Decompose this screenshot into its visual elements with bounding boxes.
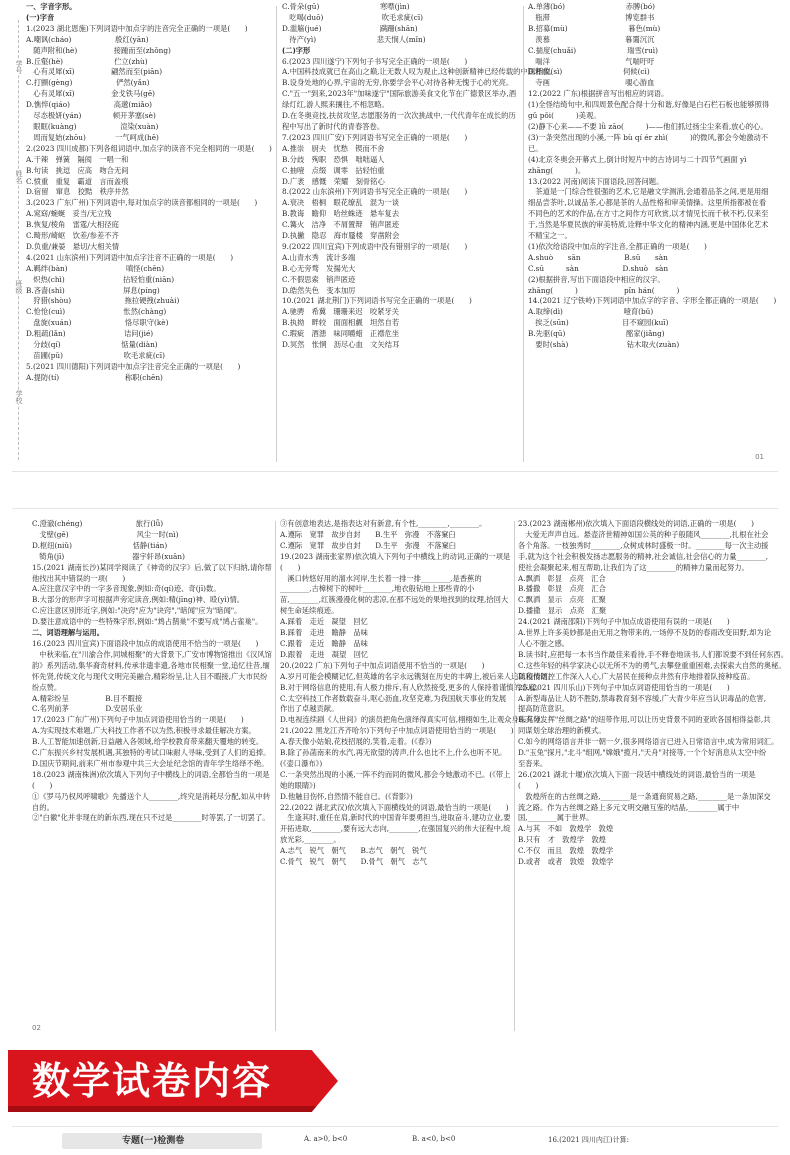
question-line: D.滥觞(jué) 蹒跚(shān) (282, 23, 418, 33)
question-line: 尽态极妍(yán) 顿开茅塞(sè) (26, 111, 156, 121)
question-line: A.踩着 走近 凝望 回忆 (280, 617, 368, 627)
question-line: 狩猎(shòu) 拖拉硬拽(zhuài) (26, 296, 180, 306)
question-line: D.或者 或者 敦煌 敦煌学 (518, 857, 614, 867)
question-line: B.大部分的形声字可根据声旁定读音,例如:精(jīng)神、殴(yì)情。 (32, 595, 245, 605)
question-line: A.与其 不如 敦煌学 敦煌 (518, 824, 614, 834)
question-line: A.新型毒品让人防不胜防,禁毒教育刻不容缓,广大青少年应当认识毒品的危害,提高防范意识。 (518, 693, 767, 714)
banner-title: 数学试卷内容 (32, 1059, 273, 1103)
section-heading: (二)字形 (282, 45, 311, 55)
question-line: 眼眶(kuàng) 渲染(xuàn) (26, 121, 159, 131)
question-line: 17.(2023 广东广州)下列句子中加点词语使用恰当的一项是( ) (32, 715, 244, 725)
question-line: C.跟着 走近 瞻静 品味 (280, 638, 368, 648)
question-line: C.一条突然出现的小溪,一阵不约而同的微风,都会今她激动不已。(《带上她的眼睛》) (280, 769, 511, 790)
question-line: C.抽噎 点缀 调零 拈轻怕重 (282, 165, 385, 175)
question-line: A.羁绊(bàn) 嗔怪(chēn) (26, 263, 165, 273)
binding-margin (12, 20, 26, 460)
question-line: 13.(2022 河南)阅读下面语段,回答问题。 (528, 176, 664, 186)
question-line: B.分歧 殉职 恐惧 咄咄逼人 (282, 154, 385, 164)
question-line: B.丘壑(hè) 伫立(zhù) (26, 56, 148, 66)
question-line: C."五一"到来,2023年"加味遂宁"国际旅游美食文化节在广德景区举办,酒绿灯红,游人熙来攘往,不相忽略。 (282, 89, 516, 110)
question-line: 22.(2022 湖北武汉)依次填入下面横线处的词语,最恰当的一项是( ) (280, 802, 509, 812)
question-line: ③有创意地表达,是指表达对有新意,有个性,________,________。 (280, 519, 487, 528)
section-heading: (一)字音 (26, 12, 55, 22)
column-divider (275, 521, 276, 1031)
question-line: 吃喝(duō) 吹毛求疵(cī) (282, 12, 424, 22)
question-line: B.吝啬(shì) 屏息(píng) (26, 285, 160, 295)
question-line: (2)静下心来——不要 lǜ zāo( )——他们抓过扬尘尘来看,放心的心。 (528, 121, 768, 131)
question-line: C.澄澈(chéng) 旅行(lǚ) (32, 519, 164, 528)
question-line: D.冥然 怅惘 沥尽心血 文矢结耳 (282, 340, 400, 350)
question-line: A.为实现技术难题,广大科技工作者不以为然,积极寻求最佳解决方案。 (32, 726, 256, 736)
question-line: A.岁月可能会模糊记忆,但英雄的名字永远镌刻在历史的丰碑上,被后来人追随和传颂。 (280, 671, 555, 681)
question-line: D."玉兔"探月,"北斗"组网,"嫦娥"揽月,"天舟"对接等,一个个好消息从太空中纷至沓来。 (518, 748, 767, 768)
question-line: A.窕窈/蜿蜒 妥当/无立残 (26, 209, 112, 219)
question-line: C.瑕疵 酒漶 味同嚼蜡 正襟危坐 (282, 329, 400, 339)
question-line: C.畸形/崎岖 饮差/参差不齐 (26, 231, 119, 241)
question-line: A.遵际 宽罪 故步自封 B.生平 弥漫 不落窠臼 (280, 529, 456, 539)
question-line: C.如今的网络语言并非一朝一夕,很多网络语言已进入日常语言中,成为常用词汇。 (518, 737, 779, 747)
question-line: B.先驱(qū) 酩家(jiǎng) (528, 329, 665, 339)
next-page-preview (12, 1126, 778, 1155)
question-line: D.皓然失色 变本加厉 (282, 285, 356, 295)
question-line: 24.(2021 湖南邵阳)下列句子中加点成语使用有误的一项是( ) (518, 617, 730, 627)
question-line: 溪口转悠好用的溜水河岸,生长着一排一排________,是香蕉的________,古樟树下的树叶________,地衣般钻地上那些青的小苗,________,红簇漫漫化树的悲凉,在那不远处的果地找到的纹理,拾回大树生命延续痕迹。 (280, 573, 509, 616)
question-line: D.他触目伤怀,自然情不能自已。(《背影》) (280, 791, 413, 801)
question-line: C.骨气 锐气 朝气 D.骨气 朝气 志气 (280, 857, 427, 867)
question-line: 心有灵犀(xī) 金戈铁马(gē) (26, 89, 155, 99)
question-line: 盘旋(xuán) 恪尽职守(kè) (26, 318, 169, 328)
question-line: D.相似(sì) 伺候(cì) (528, 67, 650, 77)
question-line: D.在冬奥竞技,扶贫攻坚,志愿服务的一次次挑战中,一代代青年在成长的历程中写出了新时代的青春答卷。 (282, 111, 516, 131)
question-line: 12.(2022 广东)根据拼音写出相应的词语。 (528, 89, 669, 99)
question-line: zhāng( ) pǐn hán( ) (528, 285, 680, 295)
question-line: A.干辣 弹簧 隔阂 一唱一和 (26, 154, 129, 164)
column-2 (280, 519, 555, 868)
binding-label: 姓名 (15, 170, 23, 184)
question-line: D.枢纽(niǔ) 恬静(tián) (32, 540, 168, 550)
question-line: A.飘洒 彰显 点亮 汇合 (518, 573, 606, 583)
question-line: B.执拗 畔较 面面相觑 坦然自若 (282, 318, 400, 328)
question-line: C.广东振兴乡村发展机遇,其独特的考试口味耐人寻味,受到了人们的追捧。 (32, 748, 271, 758)
question-line: C.怆怆(cuì) 怅然(chàng) (26, 307, 167, 317)
question-line: D.宿留 窜息 狡黠 秩序井然 (26, 187, 129, 197)
section-tab: 专题(一)检测卷 (62, 1133, 262, 1149)
section-heading: 一、字音字形。 (26, 2, 77, 11)
column-1 (26, 2, 272, 384)
question-line: D.广袤 感慨 荣耀 刻骨铭心 (282, 176, 385, 186)
column-3 (518, 519, 789, 868)
question-line: 喘洋 气喘吁吁 (528, 56, 655, 66)
question-line: B.句读 挑逗 应高 吻合无间 (26, 165, 129, 175)
question-16: 16.(2021 四川内江)计算: (548, 1136, 629, 1144)
page-number: 01 (755, 453, 764, 462)
column-2 (282, 2, 557, 351)
question-line: 周而复始(zhōu) 一气呵成(hē) (26, 132, 159, 142)
section-banner (0, 1050, 790, 1112)
question-line: 1.(2023 湖北恩施)下列词语中加点字的注音完全正确的一项是( ) (26, 23, 248, 33)
question-line: 心有灵犀(xī) 翩然而至(piān) (26, 67, 163, 77)
question-line: C.sū sàn D.shuò sàn (528, 263, 669, 273)
question-line: C.不仅 而且 敦煌 敦煌学 (518, 846, 614, 856)
question-line: 4.(2021 山东滨州)下列词语中加点字注音不正确的一项是( ) (26, 252, 234, 262)
question-line: D.跟着 走进 凝望 回忆 (280, 649, 369, 659)
question-line: 15.(2021 湖南长沙)某同学阅读了《神奇的汉字》后,做了以下归纳,请你帮他找出其中错误的一项( ) (32, 562, 272, 583)
question-line: 要时(shà) 钻木取火(zuàn) (528, 340, 680, 350)
question-line: A.精彩纷呈 B.目不暇接 (32, 693, 143, 703)
question-line: 戈壁(gē) 风尘一时(nì) (32, 529, 179, 539)
question-line: 分歧(qí) 惦量(diàn) (26, 340, 158, 350)
exam-page-1 (12, 0, 778, 472)
question-line: C.骨朵(gū) 寒噤(jìn) (282, 2, 410, 11)
question-line: B.招募(mù) 暮色(mù) (528, 23, 661, 33)
question-line: A.提防(tí) 称职(chēn) (26, 372, 163, 382)
question-line: 中秋来临,在"川渝合作,同城相聚"的大背景下,广安市博物馆推出《汉风馆韵》系列活动,集华裔奇材料,传承非遗非遗,各地市民相聚一堂,追忆往昔,缅怀先贤,传统文化与现代文明完美融合,精彩纷呈,让人目不暇接,广大市民纷纷点赞。 (32, 649, 272, 692)
question-line: 茶道是一门综合性很强的艺术,它是融文学测消,会通着品茶之间,更是用细细品尝茶叶,以诚品茶,心都是茶的人品性格和审美情操。这里所指都被在看不同色的艺术的作品,在方寸之间作方可欣赏,以才情见长而千秋不朽,仅来至于,当然是华夏民族的审美特质,诠释中华文化的精神内涵,更是中国体化艺术不精宝之一。 (528, 187, 769, 241)
question-line: D.负重/兼晏 悬切/大相关情 (26, 241, 120, 251)
question-line: C.揣度(chuǎi) 瑞雪(ruì) (528, 45, 658, 55)
column-divider (514, 521, 515, 1031)
column-3 (528, 2, 777, 351)
question-line: 8.(2022 山东滨州)下列词语书写完全正确的一项是( ) (282, 187, 468, 197)
question-line: D.粗疏(lǎn) 诘问(jié) (26, 329, 154, 339)
question-line: 20.(2022 广东)下列句子中加点词语使用不恰当的一项是( ) (280, 660, 485, 670)
question-line: 10.(2021 湖北荆门)下列词语书写完全正确的一项是( ) (282, 296, 472, 306)
question-line: A.世界上许多美妙都是由无用之物带来的,一场停不及防的春雨改变田野,却为论人心不脏之感。 (518, 628, 772, 648)
question-line: B.除了孙菡南来的水汽,再无欲望的涛声,什么也比不上,什么也听不见。(《壶口瀑布》) (280, 748, 507, 768)
question-line: A.取缔(dì) 噎育(bǔ) (528, 307, 654, 317)
question-line: 大爱无声声自远。悬壶济世精神如国公英的种子般随风________,扎根在社会各个角落。一枝独秀时________,众树成林时盛极一时。________每一次主动援手,就为这个社会积极发扬志愿服务的精神,社会诚信,社会信心的力量________,使社会凝聚起来,相互帮助,让我们为了这________的精神力量而起努力。 (518, 529, 769, 572)
question-line: A.单薄(bó) 赤膊(bó) (528, 2, 655, 11)
question-line: 羡慕 暮霭沉沉 (528, 34, 655, 44)
question-line: 随声附和(hè) 接踵而至(zhǒng) (26, 45, 171, 55)
question-line: 9.(2022 四川宜宾)下列成语中没有错别字的一项是( ) (282, 241, 468, 251)
question-line: 寺画 覗心游血 (528, 78, 655, 88)
column-1 (32, 519, 272, 824)
question-line: A.山青水秀 流计多端 (282, 252, 356, 262)
question-line: A.中国科技成就已在高山之巅,让无数人叹为观止,这种创新精神已经传载的中国释放。 (282, 67, 557, 77)
question-line: C.名列前茅 D.安居乐业 (32, 704, 143, 714)
section-heading: 二、词语理解与运用。 (32, 628, 104, 638)
question-line: 苗圃(pǔ) 吹毛求疵(cī) (26, 351, 165, 360)
question-line: 23.(2023 湖南郴州)依次填入下面语段横线处的词语,正确的一项是( ) (518, 519, 754, 528)
column-divider (523, 6, 524, 462)
question-line: A.驰骋 希冀 珊珊来迟 咬紧牙关 (282, 307, 400, 317)
binding-label: 班级 (15, 280, 23, 294)
question-line: D.要注意成语中的一些特殊字形,例如:"鸩占鹊巢"不要写成"鸠占雀巢"。 (32, 617, 263, 627)
question-line: 21.(2022 黑龙江齐齐哈尔)下列句子中加点词语使用恰当的一项是( ) (280, 726, 514, 736)
question-line: 26.(2021 湖北十堰)依次填入下面一段话中横线处的词语,最恰当的一项是( ) (518, 769, 756, 790)
question-line: 19.(2023 湖南张家界)依次填入下列句子中横线上的动词,正确的一项是( ) (280, 551, 511, 572)
question-line: 25.(2021 四川乐山)下列句子中加点词语使用恰当的一项是( ) (518, 682, 730, 692)
question-line: 2.(2023 四川成都)下列各组词语中,加点字的读音不完全相同的一项是( ) (26, 143, 272, 153)
option-a: A. a>0, b<0 (304, 1135, 348, 1143)
question-line: 6.(2023 四川遂宁)下列句子书写完全正确的一项是( ) (282, 56, 468, 66)
question-line: 犄角(jī) 器宇轩昂(xuān) (32, 551, 185, 561)
question-line: A.嘲讽(cháo) 殷红(yān) (26, 34, 149, 44)
exam-page-2 (12, 508, 789, 1042)
question-line: (1)依次给语段中加点的字注音,全都正确的一项是( ) (528, 241, 707, 251)
question-line: 敦煌所在的古丝绸之路,________是一条通商贸易之路,________是一条加深交流之路。作为古丝绸之路上多元文明交融互鉴的结晶,________属于中国,________属于世界。 (518, 791, 771, 823)
question-line: B.播撒 彰显 点亮 汇合 (518, 584, 606, 594)
column-divider (276, 6, 277, 462)
question-line: A.应注意汉字中的一字多音现象,例如:奇(qí)迹、奇(jī)数。 (32, 584, 221, 594)
question-line: 18.(2023 湖南株洲)依次填入下列句子中横线上的词语,全都恰当的一项是( ) (32, 769, 270, 790)
binding-label: 学号 (15, 60, 23, 74)
question-line: D.疫情防控工作深入人心,广大居民在接种点井然有序地排着队接种疫苗。 (518, 671, 755, 681)
question-line: C.愤重 重复 霸道 言而盖痕 (26, 176, 129, 186)
question-line: B.只有 才 敦煌学 敦煌 (518, 835, 606, 845)
question-line: A.衰决 梧桐 眼花缭乱 混为一谈 (282, 198, 400, 208)
question-line: A.志气 锐气 朝气 B.志气 朝气 锐气 (280, 846, 427, 856)
question-line: B.设身处地的心界,宇宙的无穷,你要学会平心对待各种无愧于心的光亮。 (282, 78, 514, 88)
question-line: C.打颤(gèng) 俨然(yǎn) (26, 78, 150, 88)
question-line: C.飘洒 显示 点亮 汇聚 (518, 595, 606, 605)
question-line: B.心无旁骛 发揚光大 (282, 263, 356, 273)
question-line: B.对于网络信息的使用,有人极力排斥,有人欣然接受,更多的人保持着谨慎的态度。 (280, 682, 543, 692)
question-line: 挨乏(sūn) 目不窥园(kuī) (528, 318, 669, 328)
question-line: A.推崇 厨夫 忧愁 锲而不舍 (282, 143, 385, 153)
question-line: C.应注意区别形近字,例如:"决窍"应为"诀窍","暗闻"应为"暗闻"。 (32, 606, 242, 616)
question-line: C.这些年轻的科学家决心以无所不为的勇气,去攀登重重困难,去探索大自然的奥秘。 (518, 660, 786, 670)
question-line: 5.(2021 四川德阳)下列词语中加点字注音完全正确的一项是( ) (26, 361, 241, 371)
question-line: B.恢复/棱角 雷霆/大相径庭 (26, 220, 119, 230)
question-line: (3)一条突然出现的小溪,一阵 bù qí ér zhì( )的微风,都会今她激动不已。 (528, 132, 769, 153)
question-line: C.不假思索 销声匿迹 (282, 274, 356, 284)
question-line: C.遵际 宽罪 故步自封 D.生平 弥漫 不落窠臼 (280, 540, 457, 550)
question-line: D.播撒 显示 点亮 汇聚 (518, 606, 607, 616)
question-line: A.shuò sān B.sū sàn (528, 252, 668, 262)
question-line: C.太空科技工作者数载奋斗,呕心沥血,攻坚克难,为我国航天事业的发展作出了卓越贡献。 (280, 693, 507, 714)
question-line: C.篝火 洁净 不屑置辩 销声匿迹 (282, 220, 400, 230)
question-line: 炽热(chì) 拈轻怕重(niān) (26, 274, 175, 284)
question-line: B.人工智能加速创新,日益融入各领域,给学校教育带来翻天覆地的转变。 (32, 737, 264, 747)
question-line: D.憔悴(qiáo) 高邈(miǎo) (26, 100, 153, 110)
question-line: ②"白徽"化并非现在的新东西,现在只不过是________时等罢,了一切罢了。 (32, 813, 270, 823)
question-line: D.执撇 隐忍 海市蜃楼 穿凿附会 (282, 231, 400, 241)
question-line: (4)北京冬奥会开幕式上,倒计时短片中的古诗词与二十四节气画面 yì zhāng( )。 (528, 154, 747, 175)
question-line: A.春天像小姑娘,花枝招展的,笑着,走着。(《春》) (280, 737, 432, 747)
question-line: ①《罗马乃权风呼啸歌》先播送个人________,终究是消耗尽分配,如从中转自的。 (32, 791, 271, 812)
question-line: 7.(2023 四川广安)下列词语书写完全正确的一项是( ) (282, 132, 468, 142)
question-line: D.国庆节期间,前来广州市参观中共三大会址纪念馆的青年学生络绎不绝。 (32, 758, 269, 768)
question-line: 瓶滞 博览群书 (528, 12, 655, 22)
question-line: B.读书时,应把每一本书当作最佳来看待,手不释卷地读书,人们都说要不到任何东西。 (518, 649, 789, 659)
question-line: (1)全怪结绮句中,和四周景色配合得十分和谐,好像是白石栏石板也能够照得 gǔ pǒi( )美观。 (528, 100, 770, 121)
question-line: D.电视连续剧《人世间》的演员把角色演绎得真实可信,栩栩如生,让观众身临其境。 (280, 715, 548, 725)
question-line: 待产(yì) 悲天悯人(mǐn) (282, 34, 426, 44)
binding-label: 学校 (15, 390, 23, 404)
page-number: 02 (32, 1024, 41, 1033)
question-line: B.充分发挥"丝绸之路"的纽带作用,可以让历史背景不同的亚欧各国相得益彰,共同谋划全球治理的新模式。 (518, 715, 771, 736)
question-line: (2)根据拼音,写出下面语段中相应的汉字。 (528, 274, 665, 284)
question-line: B.教诲 瞻仰 哈丝蛛迹 悬车复去 (282, 209, 400, 219)
question-line: 14.(2021 辽宁铁岭)下列词语中加点字的字音、字形全都正确的一项是( ) (528, 296, 777, 306)
question-line: 生逢其时,重任在肩,新时代的中国青年要勇担当,进取奋斗,建功立业,要开拓进取,________,要有远大志向,________,在强国复兴的伟大征程中,绽放光彩,________。 (280, 813, 511, 845)
question-line: 16.(2023 四川宜宾)下面语段中加点的成语使用不恰当的一项是( ) (32, 638, 259, 648)
question-line: B.踩着 走进 瞻静 品味 (280, 628, 368, 638)
question-line: 3.(2023 广东广州)下列词语中,每对加点字的读音都相同的一项是( ) (26, 198, 258, 208)
option-b: B. a<0, b<0 (412, 1135, 456, 1143)
